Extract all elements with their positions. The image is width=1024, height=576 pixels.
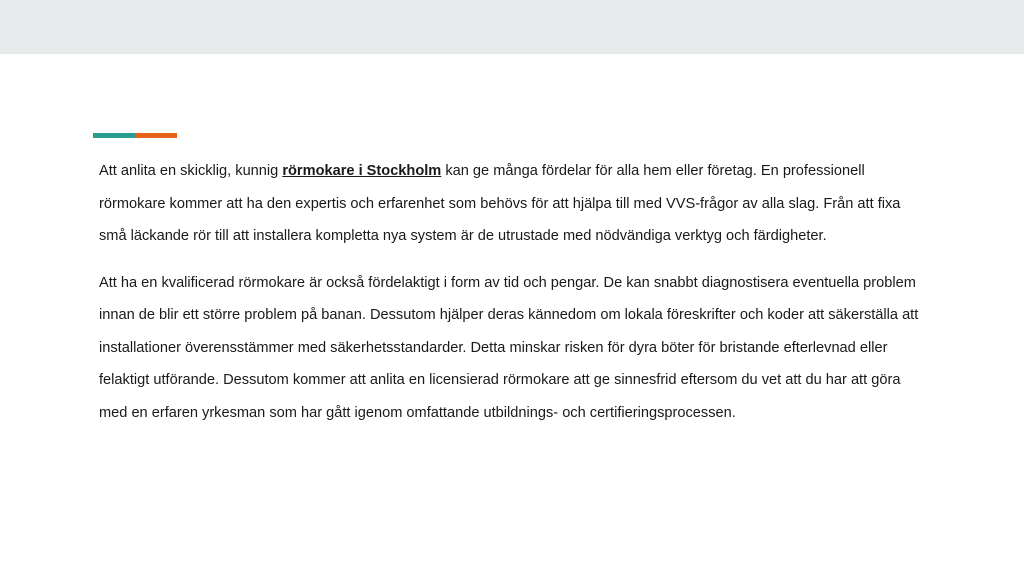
paragraph-2: Att ha en kvalificerad rörmokare är också fördelaktigt i form av tid och pengar. De kan snabbt diagnostisera eventuella problem innan de blir ett större problem på banan. Dessutom hjälper deras kännedom om lokala föreskrifter och koder att säkerställa att installationer överensstämmer med säkerhetsstandarder. Detta minskar risken för dyra böter för bristande efterlevnad eller felaktigt utförande. Dessutom kommer att anlita en licensierad rörmokare att ge sinnesfrid eftersom du vet att du har att göra med en erfaren yrkesman som har gått igenom omfattande utbildnings- och certifieringsprocessen. — [99, 274, 919, 421]
paragraph-1-rest: kan ge många fördelar för alla hem eller företag. En professionell rörmokare kommer att ha den expertis och erfarenhet som behövs för att hjälpa till med VVS-frågor av alla slag. Från att fixa små läckande rör till att installera kompletta nya system är de utrustade med nödvändiga verktyg och färdigheter. — [99, 163, 901, 244]
stockholm-plumber-link[interactable]: rörmokare i Stockholm — [282, 163, 442, 179]
paragraph-1-intro: Att anlita en skicklig, kunnig — [99, 163, 283, 179]
accent-divider — [93, 133, 177, 138]
accent-divider-teal — [93, 133, 135, 138]
accent-divider-orange — [135, 133, 177, 138]
header-band — [0, 0, 1024, 54]
article-body — [99, 155, 929, 429]
paragraph-1 — [99, 155, 929, 253]
